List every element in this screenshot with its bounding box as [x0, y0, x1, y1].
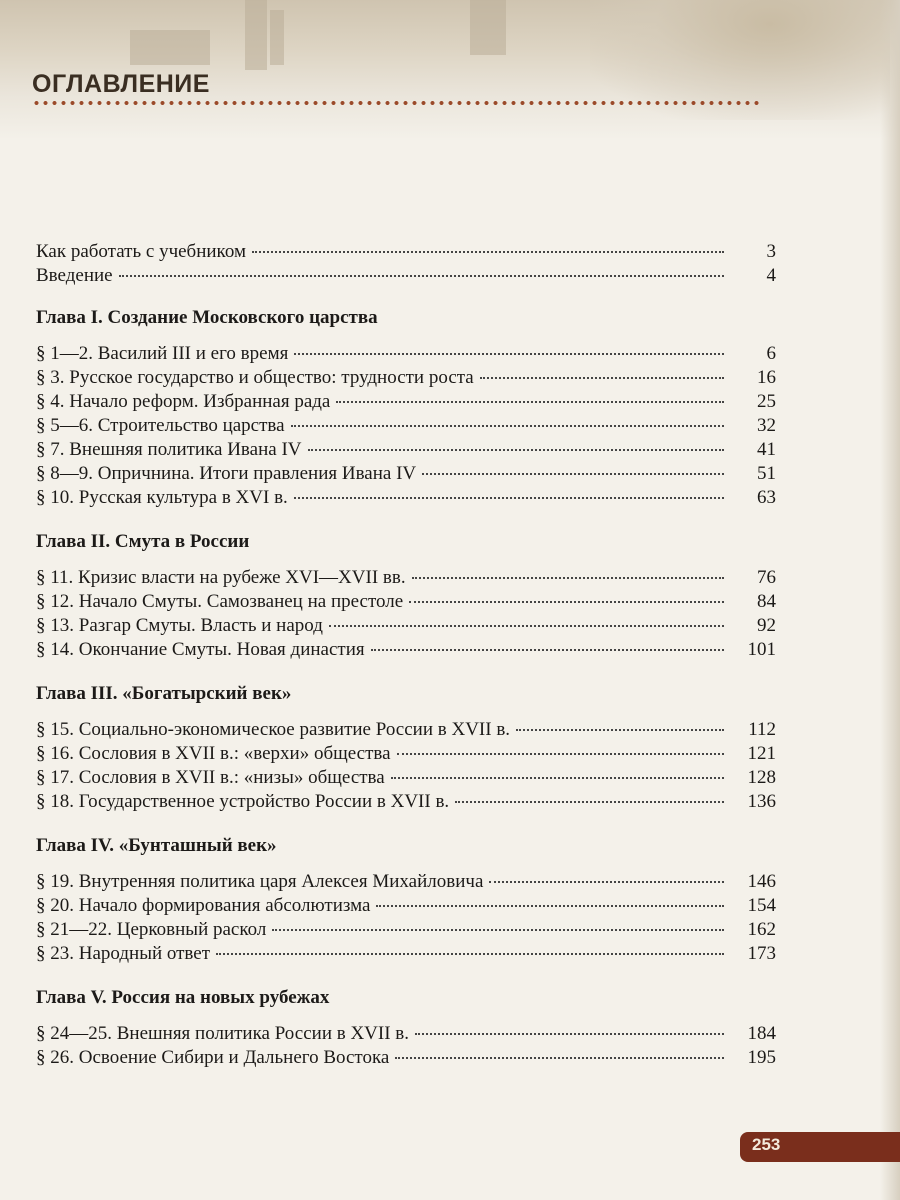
toc-entry-page: 184: [747, 1023, 776, 1044]
dot-leader: [455, 801, 724, 803]
dot-leader: [371, 649, 724, 651]
toc-entry-label: § 23. Народный ответ: [36, 943, 211, 964]
chapter-heading-3: Глава III. «Богатырский век»: [36, 683, 292, 704]
title-dotted-rule: [32, 100, 762, 106]
toc-entry-page: 6: [766, 343, 776, 364]
toc-entry-page: 84: [757, 591, 776, 612]
toc-entry-page: 25: [757, 391, 776, 412]
toc-entry[interactable]: [36, 390, 776, 414]
toc-entry[interactable]: [36, 414, 776, 438]
toc-entry[interactable]: [36, 614, 776, 638]
toc-entry-page: 76: [757, 567, 776, 588]
toc-entry[interactable]: [36, 638, 776, 662]
toc-entry-page: 32: [757, 415, 776, 436]
chapter-heading-2: Глава II. Смута в России: [36, 531, 250, 552]
toc-entry[interactable]: [36, 742, 776, 766]
toc-entry-label: § 11. Кризис власти на рубеже XVI—XVII вв.: [36, 567, 406, 588]
toc-entry-page: 121: [747, 743, 776, 764]
toc-entry[interactable]: [36, 942, 776, 966]
toc-entry[interactable]: [36, 1046, 776, 1070]
toc-entry-page: 3: [766, 241, 776, 262]
dot-leader: [516, 729, 724, 731]
dot-leader: [294, 497, 724, 499]
dot-leader: [252, 251, 724, 253]
toc-entry-page: 63: [757, 487, 776, 508]
toc-entry-label: § 16. Сословия в XVII в.: «верхи» общества: [36, 743, 391, 764]
page-title: ОГЛАВЛЕНИЕ: [32, 70, 210, 98]
toc-entry-label: Как работать с учебником: [36, 241, 246, 262]
kremlin-tower-illustration: [245, 0, 267, 70]
dot-leader: [376, 905, 724, 907]
toc-entry-page: 112: [748, 719, 776, 740]
toc-entry-page: 146: [747, 871, 776, 892]
toc-entry[interactable]: [36, 566, 776, 590]
toc-entry-label: § 4. Начало реформ. Избранная рада: [36, 391, 331, 412]
toc-entry-label: § 13. Разгар Смуты. Власть и народ: [36, 615, 323, 636]
page-edge-shadow: [880, 0, 900, 1200]
toc-entry-label: § 10. Русская культура в XVI в.: [36, 487, 288, 508]
dot-leader: [480, 377, 724, 379]
toc-entry-page: 162: [747, 919, 776, 940]
toc-entry-page: 4: [766, 265, 776, 286]
toc-entry-label: § 24—25. Внешняя политика России в XVII в.: [36, 1023, 410, 1044]
toc-entry[interactable]: [36, 894, 776, 918]
toc-entry-page: 41: [757, 439, 776, 460]
toc-entry-label: § 5—6. Строительство царства: [36, 415, 285, 436]
dot-leader: [489, 881, 724, 883]
chapter-heading-4: Глава IV. «Бунташный век»: [36, 835, 277, 856]
dot-leader: [336, 401, 724, 403]
toc-entry-label: § 14. Окончание Смуты. Новая династия: [36, 639, 365, 660]
chapter-heading-1: Глава I. Создание Московского царства: [36, 307, 378, 328]
table-of-contents: [36, 240, 776, 1070]
toc-entry-page: 51: [757, 463, 776, 484]
dot-leader: [308, 449, 725, 451]
toc-entry-label: § 8—9. Опричнина. Итоги правления Ивана IV: [36, 463, 417, 484]
toc-entry-label: § 12. Начало Смуты. Самозванец на престоле: [36, 591, 404, 612]
toc-entry-label: § 3. Русское государство и общество: трудности роста: [36, 367, 474, 388]
toc-entry[interactable]: [36, 918, 776, 942]
toc-entry-page: 101: [747, 639, 776, 660]
dot-leader: [119, 275, 724, 277]
toc-entry[interactable]: [36, 590, 776, 614]
toc-entry[interactable]: [36, 870, 776, 894]
toc-entry-page: 154: [747, 895, 776, 916]
chapter-heading-5: Глава V. Россия на новых рубежах: [36, 987, 330, 1008]
toc-entry[interactable]: [36, 342, 776, 366]
toc-entry-page: 136: [747, 791, 776, 812]
toc-entry-label: § 26. Освоение Сибири и Дальнего Востока: [36, 1047, 390, 1068]
dot-leader: [291, 425, 724, 427]
toc-entry-label: § 20. Начало формирования абсолютизма: [36, 895, 371, 916]
dot-leader: [395, 1057, 724, 1059]
toc-entry-page: 173: [747, 943, 776, 964]
toc-entry[interactable]: [36, 486, 776, 510]
dot-leader: [397, 753, 724, 755]
kremlin-spire-illustration: [270, 10, 284, 65]
toc-entry-page: 128: [747, 767, 776, 788]
page-number: 253: [752, 1135, 781, 1154]
toc-entry-page: 16: [757, 367, 776, 388]
toc-entry-label: § 19. Внутренняя политика царя Алексея Михайловича: [36, 871, 484, 892]
toc-entry-label: § 1—2. Василий III и его время: [36, 343, 289, 364]
toc-entry-label: § 18. Государственное устройство России в XVII в.: [36, 791, 450, 812]
toc-entry-how-to-use[interactable]: [36, 240, 776, 264]
city-wall-illustration: [130, 30, 210, 65]
toc-entry-label: § 21—22. Церковный раскол: [36, 919, 267, 940]
dot-leader: [422, 473, 724, 475]
toc-entry[interactable]: [36, 1022, 776, 1046]
toc-entry-label: § 7. Внешняя политика Ивана IV: [36, 439, 302, 460]
toc-entry-introduction[interactable]: [36, 264, 776, 288]
dot-leader: [391, 777, 724, 779]
toc-entry[interactable]: [36, 766, 776, 790]
toc-entry[interactable]: [36, 366, 776, 390]
toc-entry-label: § 17. Сословия в XVII в.: «низы» общества: [36, 767, 385, 788]
dot-leader: [409, 601, 724, 603]
dot-leader: [329, 625, 724, 627]
toc-entry-label: § 15. Социально-экономическое развитие России в XVII в.: [36, 719, 511, 740]
building-illustration: [470, 0, 506, 55]
dot-leader: [415, 1033, 724, 1035]
dot-leader: [412, 577, 724, 579]
dot-leader: [294, 353, 724, 355]
toc-entry-page: 92: [757, 615, 776, 636]
dot-leader: [272, 929, 724, 931]
toc-entry[interactable]: [36, 718, 776, 742]
dot-leader: [216, 953, 724, 955]
toc-entry[interactable]: [36, 462, 776, 486]
toc-entry-label: Введение: [36, 265, 113, 286]
toc-entry[interactable]: [36, 790, 776, 814]
toc-entry[interactable]: [36, 438, 776, 462]
toc-entry-page: 195: [747, 1047, 776, 1068]
